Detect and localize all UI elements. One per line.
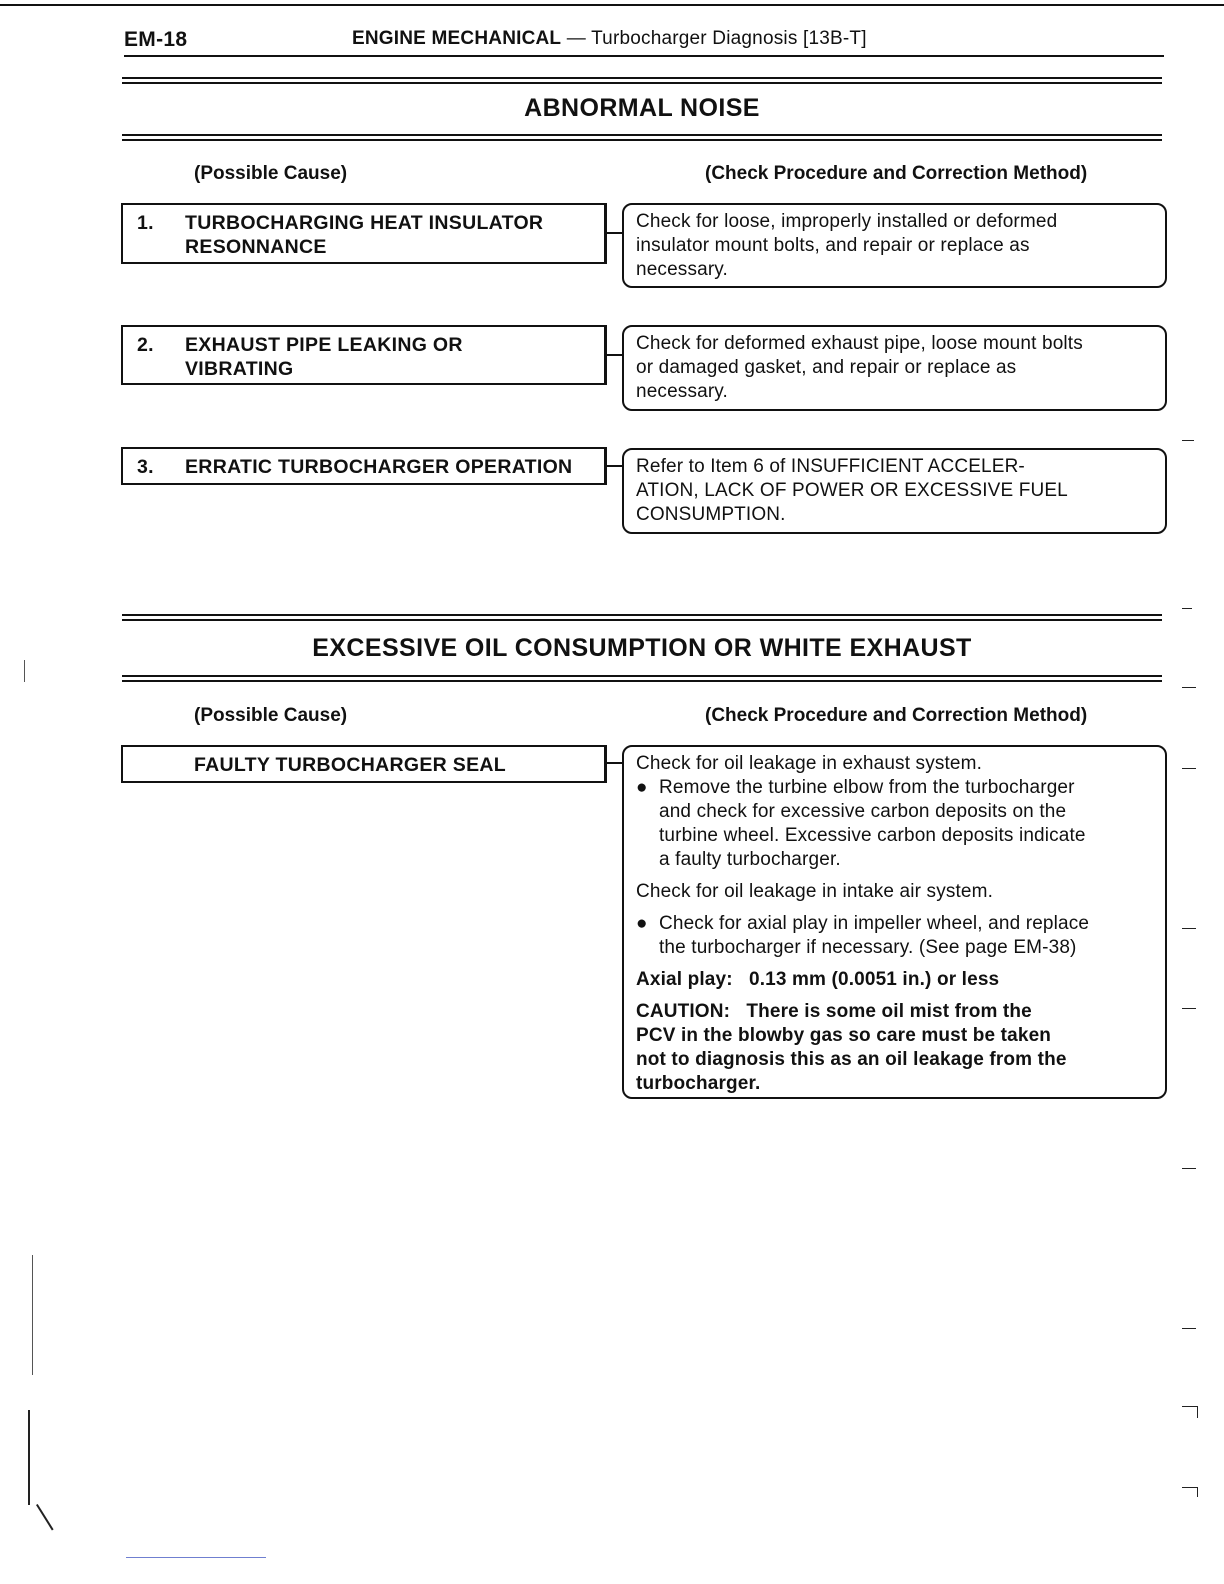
caution-label: CAUTION: xyxy=(636,1001,731,1022)
cause-number: 1. xyxy=(137,212,154,234)
header-rule xyxy=(124,55,1164,57)
cause-line: ERRATIC TURBOCHARGER OPERATION xyxy=(185,456,573,478)
procedure-line: turbine wheel. Excessive carbon deposits indicate xyxy=(659,825,1086,846)
margin-mark xyxy=(126,1557,266,1558)
cause-line: TURBOCHARGING HEAT INSULATOR xyxy=(185,212,544,234)
procedure-bullet xyxy=(636,912,1155,960)
cause-box-seal xyxy=(121,745,606,783)
procedure-line: Check for deformed exhaust pipe, loose mount bolts xyxy=(636,333,1083,354)
header-subtitle: Turbocharger Diagnosis [13B-T] xyxy=(591,28,867,49)
bullet-icon: ● xyxy=(636,913,648,934)
procedure-line: insulator mount bolts, and repair or replace as xyxy=(636,235,1030,256)
margin-mark xyxy=(1182,768,1196,769)
margin-mark xyxy=(1182,928,1196,929)
caution-line xyxy=(636,1000,1155,1024)
procedure-line: CONSUMPTION. xyxy=(636,504,786,525)
procedure-box-seal xyxy=(622,745,1167,1099)
cause-box-2 xyxy=(121,325,606,385)
column-head-procedure: (Check Procedure and Correction Method) xyxy=(705,163,1088,184)
page-number: EM-18 xyxy=(124,28,188,51)
cause-box-1 xyxy=(121,203,606,264)
margin-mark xyxy=(36,1504,54,1531)
procedure-line: Remove the turbine elbow from the turbocharger xyxy=(659,777,1075,798)
column-head-cause: (Possible Cause) xyxy=(194,705,348,726)
cause-number: 2. xyxy=(137,334,154,356)
procedure-line: necessary. xyxy=(636,259,728,280)
column-head-cause: (Possible Cause) xyxy=(194,163,348,184)
header-dash: — xyxy=(566,28,586,49)
margin-mark xyxy=(24,660,25,682)
procedure-line: Check for oil leakage in intake air system. xyxy=(636,881,994,902)
margin-mark xyxy=(1182,608,1192,609)
cause-line: VIBRATING xyxy=(185,358,294,380)
section-title-abnormal-noise: ABNORMAL NOISE xyxy=(524,94,760,122)
procedure-box-3 xyxy=(622,448,1167,534)
axial-play-spec xyxy=(636,968,1155,992)
header-section: ENGINE MECHANICAL xyxy=(352,28,562,49)
cause-line: EXHAUST PIPE LEAKING OR xyxy=(185,334,463,356)
procedure-line: Check for loose, improperly installed or deformed xyxy=(636,211,1058,232)
section-rule-top xyxy=(122,77,1162,84)
margin-mark xyxy=(1182,1487,1198,1488)
cause-box-3 xyxy=(121,447,606,485)
top-edge-rule xyxy=(0,4,1224,6)
caution-line: PCV in the blowby gas so care must be taken xyxy=(636,1025,1052,1046)
margin-mark xyxy=(1182,1406,1198,1407)
procedure-line: a faulty turbocharger. xyxy=(659,849,841,870)
section-title-oil-consumption: EXCESSIVE OIL CONSUMPTION OR WHITE EXHAUST xyxy=(312,634,972,662)
spec-value: 0.13 mm (0.0051 in.) or less xyxy=(748,969,1000,990)
margin-mark xyxy=(1197,1487,1198,1497)
procedure-line: ATION, LACK OF POWER OR EXCESSIVE FUEL xyxy=(636,480,1068,501)
procedure-line: the turbocharger if necessary. (See page EM-38) xyxy=(659,937,1077,958)
caution-text: There is some oil mist from the xyxy=(746,1001,1032,1022)
section-rule-top xyxy=(122,614,1162,621)
procedure-box-2 xyxy=(622,325,1167,411)
procedure-line: Refer to Item 6 of INSUFFICIENT ACCELER- xyxy=(636,456,1025,477)
procedure-bullet xyxy=(636,776,1155,872)
header-title xyxy=(352,28,867,50)
margin-mark xyxy=(1182,1168,1196,1169)
margin-mark xyxy=(1182,440,1194,441)
margin-mark xyxy=(1182,1328,1196,1329)
cause-number: 3. xyxy=(137,456,154,478)
cause-line: FAULTY TURBOCHARGER SEAL xyxy=(194,754,506,776)
margin-mark xyxy=(1182,687,1196,688)
section-rule-bottom xyxy=(122,675,1162,682)
margin-mark xyxy=(1197,1406,1198,1418)
procedure-line: Check for oil leakage in exhaust system. xyxy=(636,753,983,774)
section-rule-bottom xyxy=(122,134,1162,141)
cause-line: RESONNANCE xyxy=(185,236,327,258)
connector-line xyxy=(605,745,607,783)
bullet-icon: ● xyxy=(636,777,648,798)
caution-line: turbocharger. xyxy=(636,1073,761,1094)
procedure-line: or damaged gasket, and repair or replace as xyxy=(636,357,1017,378)
procedure-line: necessary. xyxy=(636,381,728,402)
caution-line: not to diagnosis this as an oil leakage from the xyxy=(636,1049,1067,1070)
procedure-line: Check for axial play in impeller wheel, and replace xyxy=(659,913,1090,934)
margin-mark xyxy=(1182,1008,1196,1009)
column-head-procedure: (Check Procedure and Correction Method) xyxy=(705,705,1088,726)
spec-label: Axial play: xyxy=(636,969,733,990)
margin-mark xyxy=(32,1255,33,1375)
procedure-box-1 xyxy=(622,203,1167,288)
margin-mark xyxy=(28,1410,30,1505)
procedure-line: and check for excessive carbon deposits on the xyxy=(659,801,1067,822)
